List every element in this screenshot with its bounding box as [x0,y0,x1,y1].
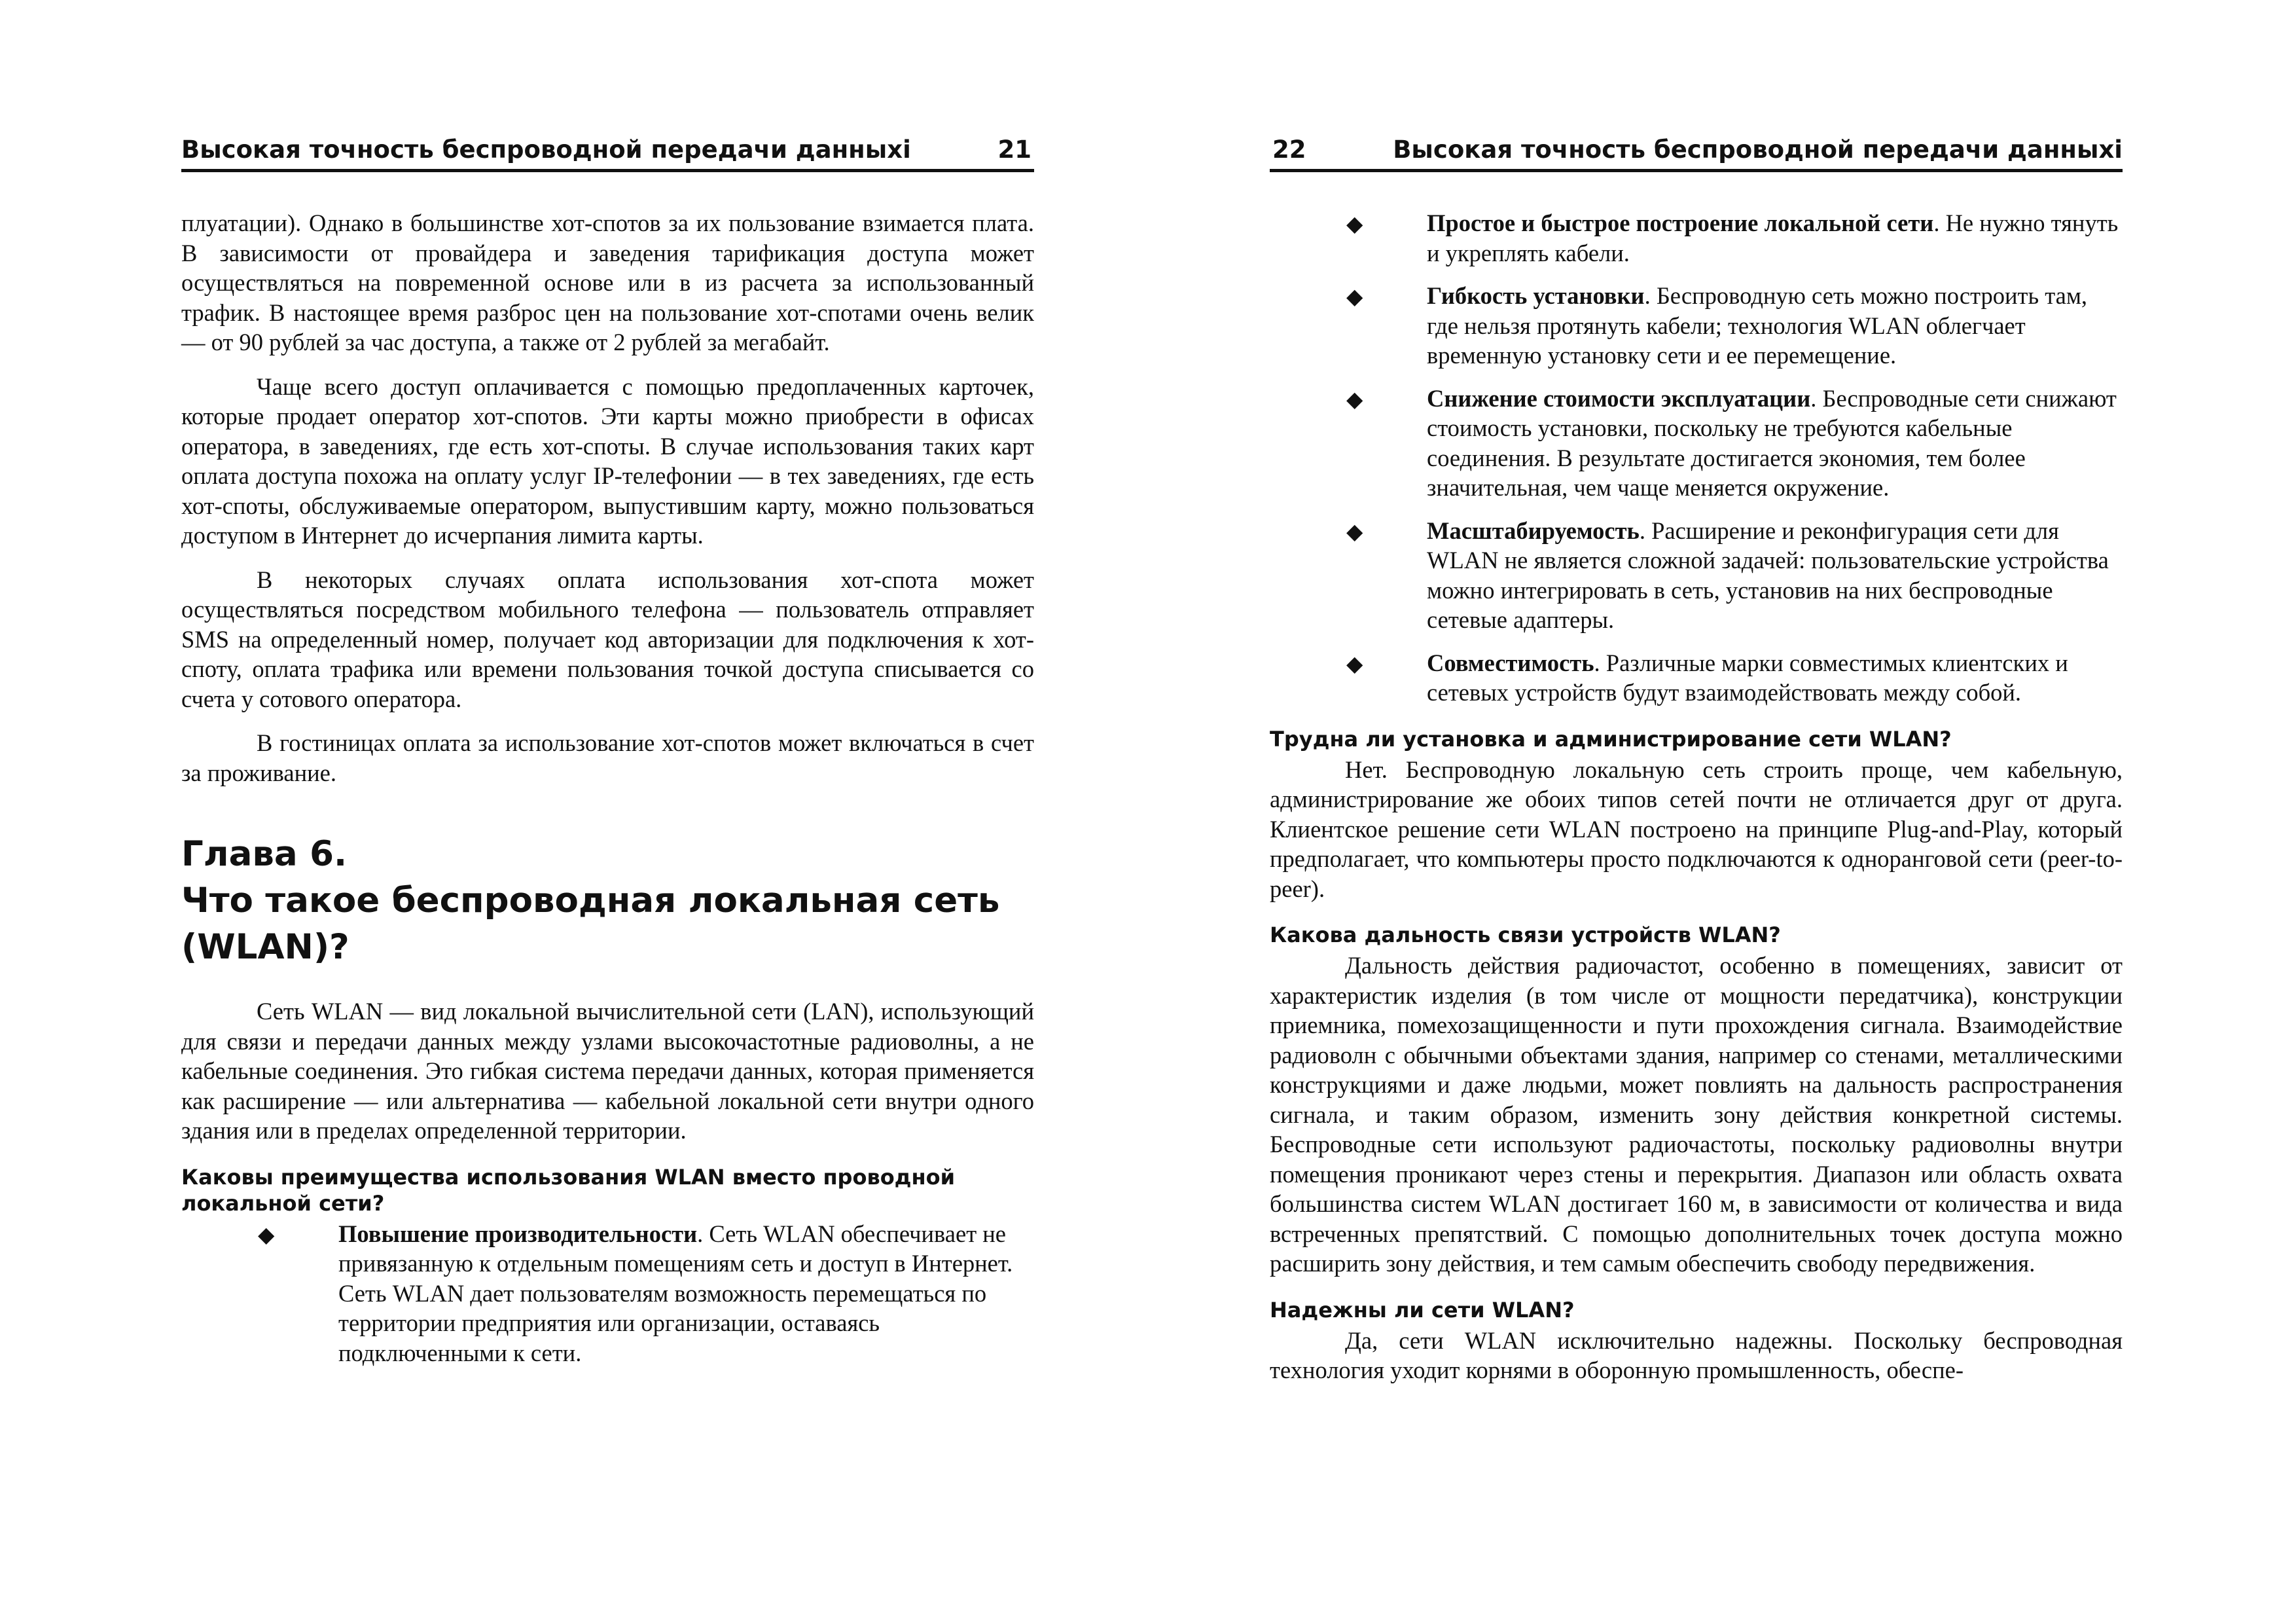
diamond-bullet-icon: ◆ [258,1221,275,1247]
bullet-item [1270,208,2123,268]
bullet-text: . Беспроводную сеть можно построить там, где нельзя протянуть кабели; технология WLAN облегчает временную установку сети и ее перемещение. [1427,282,2088,369]
bullet-term: Повышение производительности [338,1220,698,1247]
running-title: Высокая точность беспроводной передачи данныхі [1393,136,2123,164]
bullet-term: Гибкость установки [1427,282,1645,309]
diamond-bullet-icon: ◆ [1346,386,1363,412]
bullet-text: . Различные марки совместимых клиентских и сетевых устройств будут взаимодействовать между собой. [1427,649,2068,706]
running-title: Высокая точность беспроводной передачи данныхі [181,136,911,164]
diamond-bullet-icon: ◆ [1346,650,1363,676]
bullet-item [1270,384,2123,503]
running-head [1270,130,2123,172]
page-body [1270,208,2123,1400]
paragraph: В некоторых случаях оплата использования хот-спота может осуществляться посредством мобильного телефона — пользователь отправляет SMS на определенный номер, получает код авторизации для подключения к хот-споту, оплата трафика или времени пользования точкой доступа списывается со счета у сотового оператора. [181,566,1034,712]
bullet-item [181,1219,1034,1368]
paragraph: Дальность действия радиочастот, особенно в помещениях, зависит от характеристик изделия (в том числе от мощности передатчика), конструкции приемника, помехозащищенности и пути прохождения сигнала. Взаимодействие радиоволн с обычными объектами здания, например со стенами, металлическими конструкциями и даже людьми, может повлиять на дальность распространения сигнала, и таким образом, изменить зону действия конкретной системы. Беспроводные сети используют радиочастоты, поскольку радиоволны внутри помещения проникают через стены и перекрытия. Диапазон или область охвата большинства систем WLAN достигает 160 м, в зависимости от количества и вида встреченных препятствий. С помощью дополнительных точек доступа можно расширить зону действия, и тем самым обеспечить свободу передвижения. [1270,952,2123,1277]
paragraph: В гостиницах оплата за использование хот-спотов может включаться в счет за проживание. [181,729,1034,786]
bullet-term: Совместимость [1427,649,1594,676]
bullet-term: Масштабируемость [1427,517,1640,544]
bullet-term: Снижение стоимости эксплуатации [1427,384,1811,412]
bullet-text: . Расширение и реконфигурация сети для WLAN не является сложной задачей: пользовательские устройства можно интегрировать в сеть, установив на них беспроводные сетевые адаптеры. [1427,517,2109,633]
bullet-item [1270,281,2123,371]
chapter-title [181,831,1034,970]
page-body [181,208,1034,1381]
bullet-item [1270,516,2123,635]
chapter-title-line: Что такое беспроводная локальная сеть [181,881,1000,921]
paragraph: Чаще всего доступ оплачивается с помощью предоплаченных карточек, которые продает оператор хот-спотов. Эти карты можно приобрести в офисах оператора, в заведениях, где есть хот-споты. В случае использования таких карт оплата доступа похожа на оплату услуг IP-телефонии — в тех заведениях, где есть хот-споты, обслуживаемые оператором, выпустившим карту, можно пользоваться доступом в Интернет до исчерпания лимита карты. [181,373,1034,549]
section-heading: Надежны ли сети WLAN? [1270,1297,1575,1322]
chapter-title-line: Глава 6. [181,834,348,874]
chapter-title-line: (WLAN)? [181,927,350,967]
bullet-text: . Беспроводные сети снижают стоимость установки, поскольку не требуются кабельные соединения. В результате достигается экономия, тем более значительная, чем чаще меняется окружение. [1427,384,2117,501]
paragraph: Сеть WLAN — вид локальной вычислительной сети (LAN), использующий для связи и передачи данных между узлами высокочастотные радиоволны, а не кабельные соединения. Это гибкая система передачи данных, которая применяется как расширение — или альтернатива — кабельной локальной сети внутри одного здания или в пределах определенной территории. [181,998,1034,1144]
section-heading: Трудна ли установка и администрирование сети WLAN? [1270,726,1952,752]
bullet-term: Простое и быстрое построение локальной сети [1427,210,1934,236]
paragraph: плуатации). Однако в большинстве хот-спотов за их пользование взимается плата. В зависимости от провайдера и заведения тарификация доступа может осуществляться на повременной основе или в из расчета за использованный трафик. В настоящее время разброс цен на пользование хот-спотами очень велик — от 90 рублей за час доступа, а также от 2 рублей за мегабайт. [181,210,1034,356]
diamond-bullet-icon: ◆ [1346,283,1363,309]
paragraph: Нет. Беспроводную локальную сеть строить проще, чем кабельную, администрирование же обоих типов сетей почти не отличается друг от друга. Клиентское решение сети WLAN построено на принципе Plug-and-Play, который предполагает, что компьютеры просто подключаются к одноранговой сети (peer-to-peer). [1270,756,2123,902]
bullet-text: . Сеть WLAN обеспечивает не привязанную к отдельным помещениям сеть и доступ в Интернет. Сеть WLAN дает пользователям возможность перемещаться по территории предприятия или организации, оставаясь подключенными к сети. [338,1220,1013,1366]
bullet-list [181,1219,1034,1368]
diamond-bullet-icon: ◆ [1346,518,1363,544]
bullet-item [1270,648,2123,708]
diamond-bullet-icon: ◆ [1346,211,1363,236]
bullet-text: . Не нужно тянуть и укреплять кабели. [1427,210,2119,266]
page-number: 21 [997,136,1031,164]
running-head [181,130,1034,172]
paragraph: Да, сети WLAN исключительно надежны. Поскольку беспроводная технология уходит корнями в оборонную промышленность, обеспе- [1270,1326,2123,1383]
bullet-list [1270,208,2123,708]
section-heading: Каковы преимущества использования WLAN вместо проводной локальной сети? [181,1164,956,1216]
page-number: 22 [1272,136,1306,164]
section-heading: Какова дальность связи устройств WLAN? [1270,922,1781,947]
